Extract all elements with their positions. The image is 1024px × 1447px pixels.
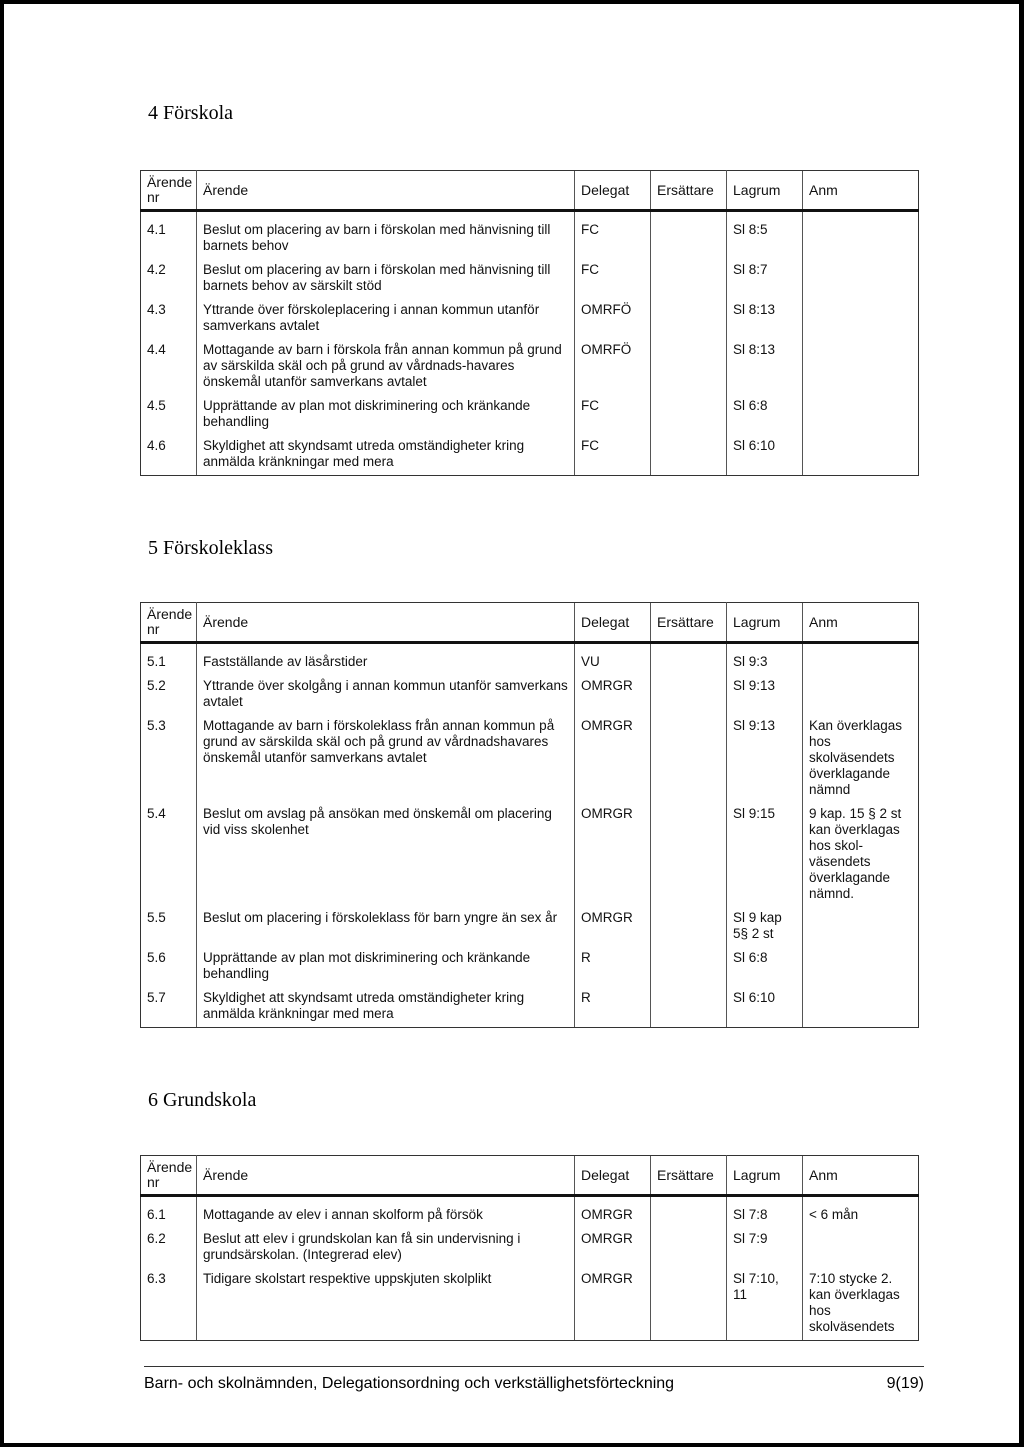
header-arende: Ärende [197,603,575,643]
table-row [141,395,919,435]
header-lagrum: Lagrum [727,603,803,643]
cell-arende: Mottagande av elev i annan skolform på försök [203,1207,483,1222]
cell-lagrum: Sl 9 kap 5§ 2 st [733,910,782,941]
cell-lagrum: Sl 9:13 [733,678,776,693]
cell-lagrum: Sl 9:15 [733,806,776,821]
cell-anm [803,435,919,476]
cell-anm [803,211,919,260]
cell-ersattare [651,803,727,907]
cell-delegat: OMRFÖ [575,339,651,395]
page-footer [144,1366,924,1393]
cell-nr: 5.5 [141,907,197,947]
cell-ersattare [651,987,727,1028]
cell-lagrum: Sl 7:9 [733,1231,768,1246]
cell-nr: 4.4 [141,339,197,395]
cell-delegat: R [575,987,651,1028]
document-page [4,4,1019,1443]
cell-anm: 9 kap. 15 § 2 st kan överklagas hos skol-väsendets överklagande nämnd. [803,803,919,907]
header-ersattare: Ersättare [651,603,727,643]
table-row [141,435,919,476]
table-row [141,907,919,947]
footer-title: Barn- och skolnämnden, Delegationsordning och verkställighetsförteckning [144,1375,675,1392]
cell-lagrum: Sl 6:8 [733,398,768,413]
header-lagrum: Lagrum [727,171,803,211]
cell-nr: 6.2 [141,1228,197,1268]
header-arende: Ärende [197,171,575,211]
cell-nr: 6.3 [141,1268,197,1341]
table-row [141,259,919,299]
cell-arende: Beslut om placering av barn i förskolan med hänvisning till barnets behov av särskilt stöd [203,262,551,293]
cell-ersattare [651,947,727,987]
cell-lagrum: Sl 6:10 [727,987,803,1028]
cell-anm [803,259,919,299]
section-title-forskola: 4 Förskola [148,102,233,124]
cell-arende: Skyldighet att skyndsamt utreda omständigheter kring anmälda kränkningar med mera [197,435,575,476]
cell-anm [803,987,919,1028]
cell-delegat: OMRGR [575,1228,651,1268]
delegation-table-forskoleklass [140,602,919,1028]
header-delegat: Delegat [575,1156,651,1196]
cell-arende: Beslut om placering i förskoleklass för barn yngre än sex år [203,910,558,925]
cell-nr: 4.3 [141,299,197,339]
table-row [141,299,919,339]
cell-arende: Upprättande av plan mot diskriminering och kränkande behandling [203,398,531,429]
cell-anm [803,339,919,395]
cell-anm [803,643,919,676]
cell-ersattare [651,259,727,299]
header-anm: Anm [803,171,919,211]
table-row [141,715,919,803]
cell-ersattare [651,675,727,715]
cell-lagrum: Sl 8:7 [733,262,768,277]
cell-nr: 4.5 [141,395,197,435]
cell-anm [803,299,919,339]
delegation-table-grundskola [140,1155,919,1341]
cell-delegat: OMRGR [575,907,651,947]
cell-arende: Mottagande av barn i förskoleklass från annan kommun på grund av särskilda skäl och på grund av vårdnadshavares önskemål utanför samverkans avtalet [203,718,555,765]
cell-anm: Kan överklagas hos skolväsendets överklagande nämnd [803,715,919,803]
cell-lagrum: Sl 7:10, 11 [727,1268,803,1341]
cell-delegat: OMRGR [575,675,651,715]
header-lagrum: Lagrum [727,1156,803,1196]
header-delegat: Delegat [575,603,651,643]
cell-anm [803,395,919,435]
header-anm: Anm [803,603,919,643]
cell-arende: Beslut att elev i grundskolan kan få sin undervisning i grundsärskolan. (Integrerad elev) [203,1231,521,1262]
cell-delegat: OMRGR [575,803,651,907]
cell-delegat: VU [575,643,651,676]
cell-anm [803,1228,919,1268]
cell-arende: Upprättande av plan mot diskriminering och kränkande behandling [203,950,531,981]
table-row [141,1228,919,1268]
cell-nr: 5.3 [141,715,197,803]
cell-arende: Yttrande över skolgång i annan kommun utanför samverkans avtalet [203,678,568,709]
cell-ersattare [651,715,727,803]
cell-lagrum: Sl 7:8 [733,1207,768,1222]
cell-delegat: FC [575,211,651,260]
cell-lagrum: Sl 9:3 [733,654,768,669]
cell-arende: Beslut om placering av barn i förskolan med hänvisning till barnets behov [203,222,551,253]
table-row [141,339,919,395]
cell-nr: 5.1 [141,643,197,676]
cell-nr: 5.4 [141,803,197,907]
cell-nr: 4.6 [141,435,197,476]
cell-anm [803,907,919,947]
table-row [141,947,919,987]
cell-arende: Fastställande av läsårstider [203,654,368,669]
cell-nr: 5.6 [141,947,197,987]
cell-anm: < 6 mån [803,1196,919,1229]
page-number: 9(19) [886,1375,924,1392]
cell-nr: 4.1 [141,211,197,260]
cell-delegat: FC [575,395,651,435]
cell-arende: Mottagande av barn i förskola från annan kommun på grund av särskilda skäl och på grund av vårdnads-havares önskemål utanför samverkans avtalet [203,342,562,389]
cell-nr: 5.2 [141,675,197,715]
cell-ersattare [651,1268,727,1341]
cell-ersattare [651,211,727,260]
header-delegat: Delegat [575,171,651,211]
delegation-table-forskola [140,170,919,476]
cell-anm [803,675,919,715]
cell-delegat: OMRGR [575,1268,651,1341]
section-title-forskoleklass: 5 Förskoleklass [148,537,273,559]
header-arende: Ärende [197,1156,575,1196]
cell-lagrum: Sl 8:13 [733,302,776,317]
header-nr: Ärende nr [141,603,197,643]
cell-nr: 5.7 [141,987,197,1028]
table-row [141,675,919,715]
cell-ersattare [651,395,727,435]
cell-delegat: FC [575,259,651,299]
header-ersattare: Ersättare [651,171,727,211]
cell-ersattare [651,299,727,339]
cell-lagrum: Sl 6:8 [733,950,768,965]
cell-ersattare [651,1196,727,1229]
cell-ersattare [651,1228,727,1268]
header-nr: Ärende nr [141,171,197,211]
cell-ersattare [651,907,727,947]
cell-delegat: OMRGR [575,715,651,803]
header-ersattare: Ersättare [651,1156,727,1196]
cell-ersattare [651,643,727,676]
cell-delegat: OMRFÖ [575,299,651,339]
cell-arende: Tidigare skolstart respektive uppskjuten skolplikt [197,1268,575,1341]
cell-nr: 4.2 [141,259,197,299]
cell-lagrum: Sl 8:5 [733,222,768,237]
table-row [141,987,919,1028]
cell-arende: Skyldighet att skyndsamt utreda omständigheter kring anmälda kränkningar med mera [197,987,575,1028]
cell-delegat: FC [575,435,651,476]
header-nr: Ärende nr [141,1156,197,1196]
table-row [141,643,919,676]
cell-ersattare [651,339,727,395]
table-row [141,803,919,907]
cell-lagrum: Sl 9:13 [733,718,776,733]
cell-anm: 7:10 stycke 2. kan överklagas hos skolväsendets [803,1268,919,1341]
cell-lagrum: Sl 6:10 [727,435,803,476]
table-row [141,1196,919,1229]
header-anm: Anm [803,1156,919,1196]
cell-ersattare [651,435,727,476]
cell-nr: 6.1 [141,1196,197,1229]
cell-anm [803,947,919,987]
section-title-grundskola: 6 Grundskola [148,1089,257,1111]
cell-lagrum: Sl 8:13 [733,342,776,357]
table-row [141,211,919,260]
cell-arende: Beslut om avslag på ansökan med önskemål om placering vid viss skolenhet [203,806,552,837]
table-row [141,1268,919,1341]
cell-delegat: OMRGR [575,1196,651,1229]
cell-delegat: R [575,947,651,987]
cell-arende: Yttrande över förskoleplacering i annan kommun utanför samverkans avtalet [203,302,540,333]
